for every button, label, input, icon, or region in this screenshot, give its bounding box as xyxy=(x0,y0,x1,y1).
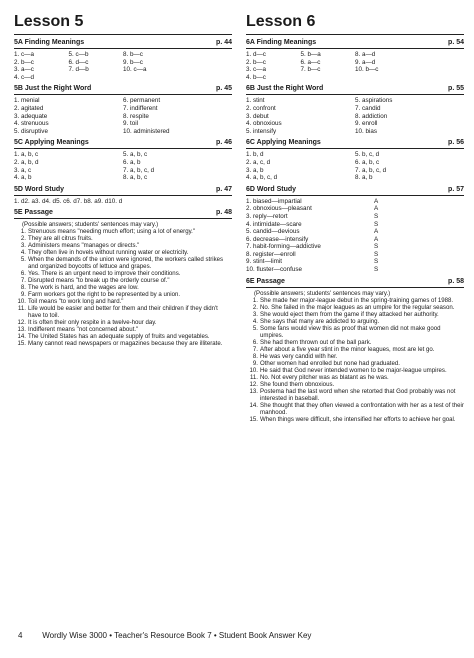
answer-number: 7. xyxy=(252,345,258,353)
section-5e-title: 5E Passage xyxy=(14,209,53,217)
page-number: 4 xyxy=(18,631,23,640)
passage-answer xyxy=(246,416,464,423)
word-study-row xyxy=(246,258,464,266)
passage-answer xyxy=(14,333,232,340)
answer-text: Strenuous means "needing much effort; using a lot of energy." xyxy=(28,228,196,236)
section-6d-page: p. 57 xyxy=(448,185,464,193)
answer-item xyxy=(410,74,465,82)
answer-number: 12. xyxy=(17,319,26,327)
answer-text: They are all citrus fruits. xyxy=(28,235,93,243)
passage-answer xyxy=(14,284,232,291)
answer-text: Administers means "manages or directs." xyxy=(28,242,140,250)
answer-item: 4. a, b, c, d xyxy=(246,174,278,182)
passage-answer xyxy=(246,339,464,346)
relation-letter: A xyxy=(374,197,379,205)
answer-item: 4. c—d xyxy=(14,73,34,81)
answer-number: 15. xyxy=(17,340,26,348)
answer-item: 3. a—c xyxy=(14,66,34,74)
passage-answer xyxy=(246,367,464,374)
answer-item: 2. a, b, d xyxy=(14,158,39,166)
section-6a-page: p. 54 xyxy=(448,39,464,46)
relation-letter: S xyxy=(374,266,379,274)
section-6d-answers xyxy=(246,198,464,274)
section-6a-title: 6A Finding Meanings xyxy=(246,39,317,46)
section-5b-answers xyxy=(14,97,232,135)
answer-item: 5. b, c, d xyxy=(355,151,380,159)
answer-number: 9. xyxy=(20,291,26,299)
answer-item: 1. stint xyxy=(246,97,265,105)
answer-item: 7. a, b, c, d xyxy=(123,166,155,174)
answer-item xyxy=(178,51,233,59)
word-study-row xyxy=(246,213,464,221)
answer-text: The work is hard, and the wages are low. xyxy=(28,284,139,292)
section-5c-header xyxy=(14,138,232,149)
section-6e-header xyxy=(246,277,464,288)
word-study-row xyxy=(246,243,464,251)
section-6c-title: 6C Applying Meanings xyxy=(246,139,321,147)
answer-number: 12. xyxy=(249,380,258,388)
word-study-row xyxy=(246,221,464,229)
section-5d-page: p. 47 xyxy=(216,185,232,193)
answer-item: 4. d xyxy=(45,197,57,205)
answer-text: She found them obnoxious. xyxy=(260,380,335,388)
answer-text: They often live in hovels without running water or electricity. xyxy=(28,249,189,257)
relation-letter: S xyxy=(374,250,379,258)
passage-answer xyxy=(14,305,232,319)
page-footer xyxy=(18,631,311,641)
section-5d-header xyxy=(14,185,232,196)
section-5a-page: p. 44 xyxy=(216,39,232,46)
answer-number: 4. xyxy=(252,317,258,325)
answer-item: 3. c—a xyxy=(246,66,266,74)
lesson-5-title: Lesson 5 xyxy=(14,12,232,35)
answer-item: 2. b—c xyxy=(246,58,266,66)
answer-item xyxy=(410,66,465,74)
answer-item xyxy=(178,66,233,74)
section-5a-answers xyxy=(14,51,232,81)
answer-item: 10. b—c xyxy=(355,66,379,74)
section-6b-page: p. 55 xyxy=(448,85,464,93)
passage-answer xyxy=(246,325,464,339)
passage-answer xyxy=(14,235,232,242)
answer-item: 5. c xyxy=(56,197,67,205)
answer-item: 6. d—c xyxy=(68,58,89,66)
section-5b xyxy=(14,84,232,135)
answer-number: 3. xyxy=(252,310,258,318)
answer-item: 6. a, b, c xyxy=(355,158,380,166)
section-6b-title: 6B Just the Right Word xyxy=(246,85,324,93)
passage-answer xyxy=(246,381,464,388)
passage-answer xyxy=(14,242,232,249)
section-6a-answers xyxy=(246,51,464,81)
relation-letter: S xyxy=(374,258,379,266)
answer-text: After about a five year stint in the minor leagues, most are let go. xyxy=(260,345,435,353)
word-study-row xyxy=(246,251,464,259)
answer-item: 5. intensify xyxy=(246,127,277,135)
passage-answer xyxy=(246,353,464,360)
passage-answer xyxy=(14,326,232,333)
answer-text: Toil means "to work long and hard." xyxy=(28,298,124,306)
answer-number: 10. xyxy=(249,366,258,374)
answer-item: 8. addiction xyxy=(355,112,388,120)
answer-item: 2. b—c xyxy=(14,58,34,66)
answer-text: She made her major-league debut in the spring-training games of 1988. xyxy=(260,296,454,304)
answer-item: 8. a xyxy=(87,197,98,205)
answer-item: 8. b—c xyxy=(123,51,143,58)
answer-number: 13. xyxy=(17,326,26,334)
answer-item: 1. d xyxy=(14,197,25,205)
relation-letter: A xyxy=(374,235,379,243)
section-6c-answers xyxy=(246,151,464,181)
section-5b-title: 5B Just the Right Word xyxy=(14,85,92,93)
section-5b-header xyxy=(14,84,232,95)
passage-answer xyxy=(14,277,232,284)
word-study-row xyxy=(246,228,464,236)
answer-number: 3. xyxy=(20,242,26,250)
answer-number: 1. xyxy=(252,296,258,304)
answer-number: 6. xyxy=(20,270,26,278)
answer-item: 7. indifferent xyxy=(123,104,158,112)
answer-item xyxy=(69,74,124,82)
answer-number: 5. xyxy=(252,324,258,332)
answer-number: 4. xyxy=(20,249,26,257)
section-6c-header xyxy=(246,138,464,149)
answer-item: 1. b, d xyxy=(246,151,264,159)
section-6b xyxy=(246,84,464,135)
answer-text: Many cannot read newspapers or magazines because they are illiterate. xyxy=(28,340,223,348)
answer-item: 3. adequate xyxy=(14,112,48,120)
answer-item: 6. permanent xyxy=(123,97,161,105)
answer-text: Other women had enrolled but none had graduated. xyxy=(260,359,400,367)
answer-item xyxy=(410,51,465,59)
section-6e-title: 6E Passage xyxy=(246,277,285,285)
section-6d xyxy=(246,185,464,274)
section-5a-header xyxy=(14,38,232,49)
answer-item: 2. a xyxy=(24,197,36,205)
answer-item xyxy=(178,59,233,67)
section-5c-title: 5C Applying Meanings xyxy=(14,139,89,147)
answer-text: No. She failed in the major leagues as an umpire for the regular season. xyxy=(260,303,455,311)
passage-answer xyxy=(14,298,232,305)
word-pair: 3. reply—retort xyxy=(246,212,288,220)
answer-item: 8. a—d xyxy=(355,51,376,58)
passage-answer xyxy=(14,319,232,326)
answer-item: 9. enroll xyxy=(355,120,378,128)
answer-item: 3. a, c xyxy=(14,166,32,174)
section-6e-answers xyxy=(246,297,464,423)
answer-item: 10. bias xyxy=(355,127,378,135)
section-5a-title: 5A Finding Meanings xyxy=(14,39,85,46)
answer-text: He said that God never intended women to be major-league umpires. xyxy=(260,366,447,374)
section-5d-title: 5D Word Study xyxy=(14,185,65,193)
section-5c xyxy=(14,138,232,181)
word-pair: 1. biased—impartial xyxy=(246,197,302,205)
answer-number: 9. xyxy=(252,359,258,367)
answer-item: 9. toil xyxy=(123,120,139,128)
word-pair: 8. register—enroll xyxy=(246,250,296,258)
answer-item: 3. debut xyxy=(246,112,269,120)
section-6e-page: p. 58 xyxy=(448,277,464,285)
answer-text: No. Not every pitcher was as blatant as he was. xyxy=(260,373,389,381)
answer-number: 11. xyxy=(17,305,26,313)
answer-text: Some fans would view this as proof that women did not make good umpires. xyxy=(260,324,441,339)
answer-number: 14. xyxy=(249,401,258,409)
section-5e-answers xyxy=(14,228,232,347)
passage-answer xyxy=(246,318,464,325)
passage-answer xyxy=(246,402,464,416)
answer-item: 9. b—c xyxy=(123,58,143,66)
passage-answer xyxy=(246,360,464,367)
answer-number: 1. xyxy=(20,228,26,236)
passage-answer xyxy=(14,256,232,270)
section-6c-page: p. 56 xyxy=(448,139,464,147)
section-6c xyxy=(246,138,464,181)
answer-item: 3. a, b xyxy=(246,166,264,174)
word-pair: 10. fluster—confuse xyxy=(246,266,303,274)
section-5c-answers xyxy=(14,151,232,181)
relation-letter: S xyxy=(374,212,379,220)
section-5e xyxy=(14,208,232,347)
answer-number: 15. xyxy=(249,415,258,423)
answer-number: 6. xyxy=(252,338,258,346)
relation-letter: S xyxy=(374,220,379,228)
answer-item: 4. strenuous xyxy=(14,120,49,128)
answer-item: 10. administered xyxy=(123,127,170,135)
passage-answer xyxy=(246,346,464,353)
answer-text: She says that many are addicted to arguing. xyxy=(260,317,380,325)
word-pair: 7. habit-forming—addictive xyxy=(246,243,321,251)
passage-answer xyxy=(246,304,464,311)
section-5e-header xyxy=(14,208,232,219)
answer-text: It is often their only respite in a twelve-hour day. xyxy=(28,319,157,327)
answer-number: 5. xyxy=(20,256,26,264)
answer-item: 2. a, c, d xyxy=(246,158,271,166)
answer-item: 7. b—c xyxy=(300,66,321,74)
section-5b-page: p. 45 xyxy=(216,85,232,93)
word-pair: 9. stint—limit xyxy=(246,258,283,266)
answer-text: Yes. There is an urgent need to improve their conditions. xyxy=(28,270,181,278)
lesson-6-title: Lesson 6 xyxy=(246,12,464,35)
word-pair: 5. candid—devious xyxy=(246,228,300,236)
section-5d-answers xyxy=(14,198,232,206)
relation-letter: S xyxy=(374,243,379,251)
word-study-row xyxy=(246,205,464,213)
answer-number: 14. xyxy=(17,333,26,341)
answer-text: Disrupted means "to break up the orderly course of." xyxy=(28,277,170,285)
answer-text: She would eject them from the game if they attacked her authority. xyxy=(260,310,439,318)
answer-item: 8. respite xyxy=(123,112,149,120)
answer-item: 5. b—a xyxy=(300,51,321,58)
answer-text: Farm workers got the right to be represented by a union. xyxy=(28,291,181,299)
answer-item: 7. candid xyxy=(355,104,381,112)
answer-item: 10. c—a xyxy=(123,66,147,74)
answer-number: 2. xyxy=(20,235,26,243)
word-pair: 4. intimidate—scare xyxy=(246,220,302,228)
section-5e-note: (Possible answers; students' sentences may vary.) xyxy=(22,221,159,229)
answer-item: 1. menial xyxy=(14,97,40,105)
section-6e xyxy=(246,277,464,423)
answer-text: She thought that they often viewed a confrontation with her as a test of their manhood. xyxy=(260,401,464,416)
answer-item: 10. d xyxy=(108,197,123,205)
answer-item: 1. d—c xyxy=(246,51,266,58)
passage-answer xyxy=(246,297,464,304)
answer-item: 4. obnoxious xyxy=(246,120,282,128)
relation-letter: A xyxy=(374,205,379,213)
passage-answer xyxy=(14,228,232,235)
relation-letter: A xyxy=(374,228,379,236)
answer-item: 1. c—a xyxy=(14,51,34,58)
section-6d-header xyxy=(246,185,464,196)
answer-item: 7. d—b xyxy=(68,66,89,74)
answer-text: Postema had the last word when she retorted that God probably was not interested in baseball. xyxy=(260,387,456,402)
word-pair: 2. obnoxious—pleasant xyxy=(246,205,312,213)
answer-text: Indifferent means "not concerned about." xyxy=(28,326,139,334)
answer-item xyxy=(123,74,178,82)
word-study-row xyxy=(246,236,464,244)
footer-text: Wordly Wise 3000 • Teacher's Resource Book 7 • Student Book Answer Key xyxy=(42,631,312,640)
answer-text: She had them thrown out of the ball park. xyxy=(260,338,372,346)
answer-number: 8. xyxy=(252,352,258,360)
passage-answer xyxy=(14,270,232,277)
answer-item: 7. b xyxy=(76,197,88,205)
section-6b-answers xyxy=(246,97,464,135)
answer-text: Life would be easier and better for them and their children if they didn't have to toil. xyxy=(28,305,218,320)
word-study-row xyxy=(246,198,464,206)
answer-item: 9. a—d xyxy=(355,58,376,66)
lesson-5-column xyxy=(14,12,232,347)
section-5d xyxy=(14,185,232,206)
section-5e-page: p. 48 xyxy=(216,209,232,217)
answer-number: 7. xyxy=(20,277,26,285)
passage-answer xyxy=(14,340,232,347)
answer-number: 11. xyxy=(249,373,258,381)
answer-item: 7. a, b, c, d xyxy=(355,166,387,174)
section-6b-header xyxy=(246,84,464,95)
answer-item: 8. a, b, c xyxy=(123,174,148,182)
word-study-row xyxy=(246,266,464,274)
answer-number: 8. xyxy=(20,284,26,292)
answer-text: He was very candid with her. xyxy=(260,352,338,360)
section-6e-note: (Possible answers; students' sentences may vary.) xyxy=(254,289,391,297)
passage-answer xyxy=(14,291,232,298)
passage-answer xyxy=(14,249,232,256)
passage-answer xyxy=(246,388,464,402)
answer-item: 2. confront xyxy=(246,104,276,112)
answer-item: 4. a, b xyxy=(14,174,32,182)
section-6a xyxy=(246,38,464,81)
answer-text: The United States has an adequate supply of fruits and vegetables. xyxy=(28,333,210,341)
answer-item: 2. agitated xyxy=(14,104,44,112)
answer-item: 4. b—c xyxy=(246,73,266,81)
section-6a-header xyxy=(246,38,464,49)
word-pair: 6. decrease—intensify xyxy=(246,235,309,243)
answer-number: 2. xyxy=(252,303,258,311)
answer-item: 8. a, b xyxy=(355,174,373,182)
answer-item: 3. d xyxy=(35,197,46,205)
answer-number: 13. xyxy=(249,387,258,395)
answer-item: 6. d xyxy=(66,197,77,205)
answer-number: 10. xyxy=(17,298,26,306)
answer-item: 9. d xyxy=(97,197,109,205)
answer-item xyxy=(178,74,233,82)
passage-answer xyxy=(246,374,464,381)
answer-item: 5. a, b, c xyxy=(123,151,148,159)
section-5c-page: p. 46 xyxy=(216,139,232,147)
answer-item: 1. a, b, c xyxy=(14,151,39,159)
answer-item: 6. a, b xyxy=(123,158,141,166)
section-5a xyxy=(14,38,232,81)
answer-item: 5. c—b xyxy=(68,51,89,58)
answer-item: 5. disruptive xyxy=(14,127,48,135)
passage-answer xyxy=(246,311,464,318)
lesson-6-column xyxy=(246,12,464,423)
answer-item: 5. aspirations xyxy=(355,97,393,105)
section-6d-title: 6D Word Study xyxy=(246,185,297,193)
answer-item xyxy=(301,74,356,82)
answer-item xyxy=(410,59,465,67)
answer-item: 6. a—c xyxy=(300,58,321,66)
answer-item xyxy=(355,74,410,82)
answer-text: When things were difficult, she intensified her efforts to achieve her goal. xyxy=(260,415,456,423)
answer-text: When the demands of the union were ignored, the workers called strikes and organized boycotts of lettuce and grapes. xyxy=(28,256,224,271)
